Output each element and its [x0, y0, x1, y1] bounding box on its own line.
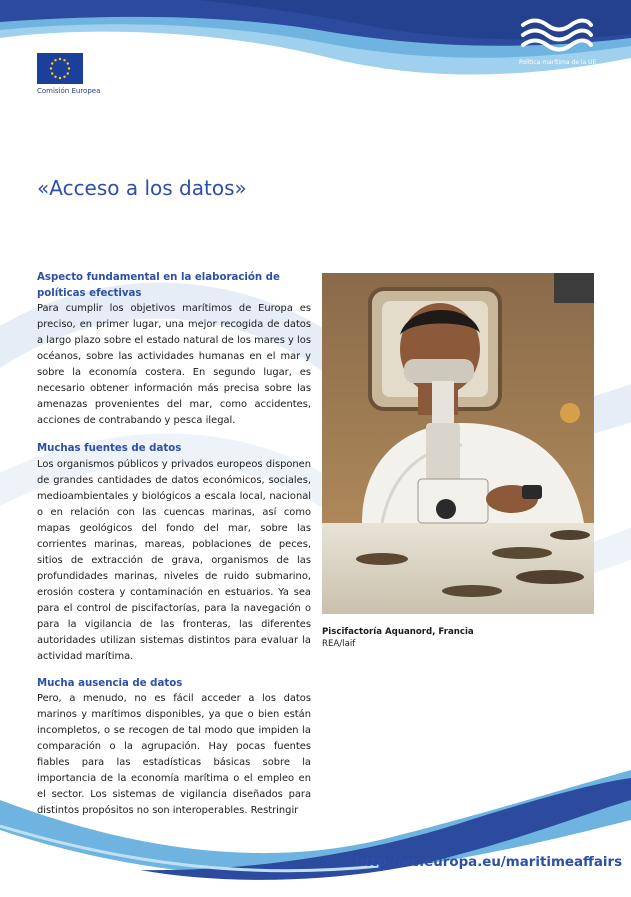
section-paragraph: Pero, a menudo, no es fácil acceder a los datos marinos y marítimos disponibles, ya que o bien están incompletos, o se recogen de tal modo que impiden la comparación o la agrupación. Hay pocas fuentes fiables para las estadísticas básicas sobre la importancia de la economía marítima o el empleo en el sector. Los sistemas de vigilancia diseñados para distintos propósitos no son interoperables. Restringir	[37, 693, 311, 817]
section-heading: Mucha ausencia de datos	[37, 677, 183, 689]
article-body	[37, 270, 311, 831]
maritime-policy-logo	[519, 17, 619, 66]
european-commission-logo	[37, 53, 107, 95]
waves-icon	[519, 17, 595, 53]
section-paragraph: Los organismos públicos y privados europeos disponen de grandes cantidades de datos económicos, sociales, medioambientales y biológicos a escala local, nacional o en relación con las cuencas marinas, así como mapas geológicos del fondo del mar, sobre las corrientes marinas, mareas, poblaciones de peces, sitios de extracción de grava, organismos de las profundidades marinas, niveles de ruido submarino, erosión costera y contaminación en estuarios. Ya sea para el control de piscifactorías, para la navegación o para la vigilancia de las fronteras, las diferentes autoridades utilizan sistemas distintos para evaluar la actividad marítima.	[37, 458, 311, 662]
microscope-lab-photo	[322, 273, 594, 614]
section-heading: Aspecto fundamental en la elaboración de políticas efectivas	[37, 272, 280, 299]
website-link[interactable]: http://ec.europa.eu/maritimeaffairs	[355, 855, 623, 870]
section-heading: Muchas fuentes de datos	[37, 443, 182, 455]
footer-wave	[0, 760, 631, 897]
photo-caption	[322, 626, 474, 650]
caption-place: Piscifactoría Aquanord, Francia	[322, 627, 474, 637]
eu-flag-icon	[37, 53, 83, 84]
caption-credit: REA/laif	[322, 639, 356, 649]
section-paragraph: Para cumplir los objetivos marítimos de Europa es preciso, en primer lugar, una mejor recogida de datos a largo plazo sobre el estado natural de los mares y los océanos, sobre las actividades humanas en el mar y sobre la economía costera. En segundo lugar, es necesario obtener información más precisa sobre las amenazas provenientes del mar, como accidentes, acciones de contrabando y pesca ilegal.	[37, 303, 311, 427]
page-title: «Acceso a los datos»	[37, 176, 247, 200]
commission-label: Comisión Europea	[37, 87, 101, 95]
policy-label: Política marítima de la UE	[519, 59, 597, 66]
